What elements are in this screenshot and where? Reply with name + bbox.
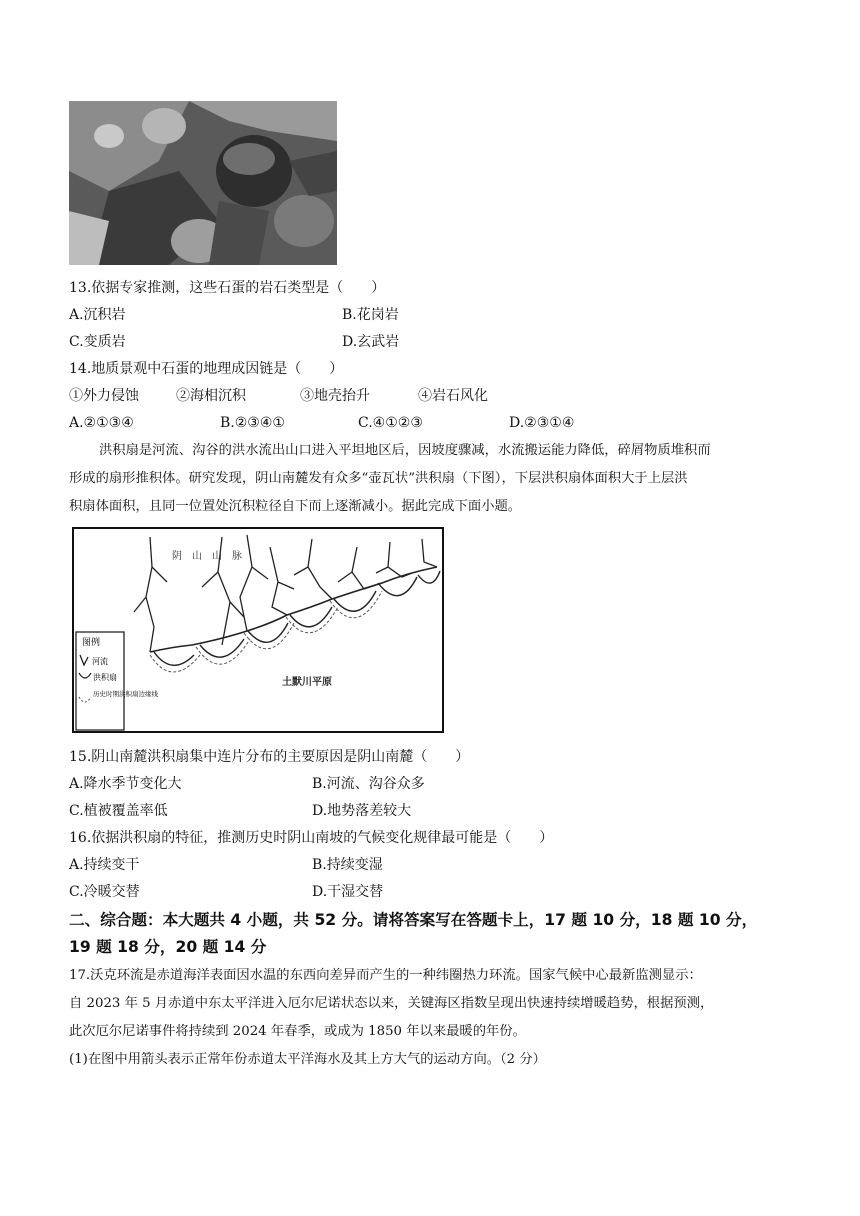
q15-option-d: D.地势落差较大 bbox=[312, 803, 412, 819]
q17-line-3: 此次厄尔尼诺事件将持续到 2024 年春季，或成为 1850 年以来最暖的年份。 bbox=[69, 1024, 526, 1039]
passage-line-2: 形成的扇形推积体。研究发现，阴山南麓发有众多“壶瓦状”洪积扇（下图），下层洪积扇体面积大于上层洪 bbox=[69, 471, 688, 486]
q14-option-c: C.④①②③ bbox=[358, 415, 423, 431]
q14-item-1: ①外力侵蚀 bbox=[69, 388, 139, 404]
q14-item-3: ③地壳抬升 bbox=[300, 388, 370, 404]
q13-option-d: D.玄武岩 bbox=[342, 334, 400, 350]
passage-line-3: 积扇体面积，且同一位置处沉积粒径自下而上逐渐减小。据此完成下面小题。 bbox=[69, 499, 522, 514]
plain-label: 土默川平原 bbox=[282, 677, 332, 688]
rock-egg-photo bbox=[69, 101, 337, 265]
passage-line-1: 洪积扇是河流、沟谷的洪水流出山口进入平坦地区后，因坡度骤减，水流搬运能力降低，碎屑物质堆积而 bbox=[99, 443, 711, 458]
alluvial-fan-map bbox=[72, 527, 444, 733]
q16-option-b: B.持续变湿 bbox=[312, 857, 383, 873]
q13-stem: 13.依据专家推测，这些石蛋的岩石类型是（ ） bbox=[69, 280, 386, 296]
legend-old-fan-label: 历史时期洪积扇边缘线 bbox=[93, 690, 158, 698]
q14-option-b: B.②③④① bbox=[220, 415, 285, 431]
q16-option-c: C.冷暖交替 bbox=[69, 884, 140, 900]
q13-option-a: A.沉积岩 bbox=[69, 307, 126, 323]
q17-sub-1: (1)在图中用箭头表示正常年份赤道太平洋海水及其上方大气的运动方向。（2 分） bbox=[69, 1052, 546, 1067]
q13-option-b: B.花岗岩 bbox=[342, 307, 399, 323]
rock-egg-photo-art bbox=[69, 101, 337, 265]
legend-fan-label: 洪积扇 bbox=[93, 673, 117, 682]
q17-line-2: 自 2023 年 5 月赤道中东太平洋进入厄尔尼诺状态以来，关键海区指数呈现出快速持续增暖趋势，根据预测， bbox=[69, 996, 714, 1011]
q16-option-d: D.干湿交替 bbox=[312, 884, 384, 900]
q14-option-d: D.②③①④ bbox=[509, 415, 575, 431]
q15-option-c: C.植被覆盖率低 bbox=[69, 803, 168, 819]
mountain-label: 阴 山 山 脉 bbox=[172, 551, 242, 562]
q16-stem: 16.依据洪积扇的特征，推测历史时阴山南坡的气候变化规律最可能是（ ） bbox=[69, 830, 554, 846]
legend-title: 图例 bbox=[82, 638, 101, 648]
q14-item-4: ④岩石风化 bbox=[418, 388, 488, 404]
legend-river-label: 河流 bbox=[92, 657, 108, 666]
q16-option-a: A.持续变干 bbox=[69, 857, 140, 873]
q15-option-b: B.河流、沟谷众多 bbox=[312, 776, 425, 792]
q15-stem: 15.阴山南麓洪积扇集中连片分布的主要原因是阴山南麓（ ） bbox=[69, 749, 470, 765]
q15-option-a: A.降水季节变化大 bbox=[69, 776, 182, 792]
q14-stem: 14.地质景观中石蛋的地理成因链是（ ） bbox=[69, 361, 344, 377]
q13-option-c: C.变质岩 bbox=[69, 334, 126, 350]
section2-heading-line-2: 19 题 18 分，20 题 14 分 bbox=[69, 938, 267, 956]
section2-heading-line-1: 二、综合题：本大题共 4 小题，共 52 分。请将答案写在答题卡上，17 题 10 分，18 题 10 分， bbox=[69, 911, 758, 929]
q14-option-a: A.②①③④ bbox=[69, 415, 134, 431]
alluvial-fan-map-svg bbox=[72, 527, 444, 733]
q14-item-2: ②海相沉积 bbox=[176, 388, 246, 404]
q17-line-1: 17.沃克环流是赤道海洋表面因水温的东西向差异而产生的一种纬圈热力环流。国家气候中心最新监测显示： bbox=[69, 968, 702, 983]
